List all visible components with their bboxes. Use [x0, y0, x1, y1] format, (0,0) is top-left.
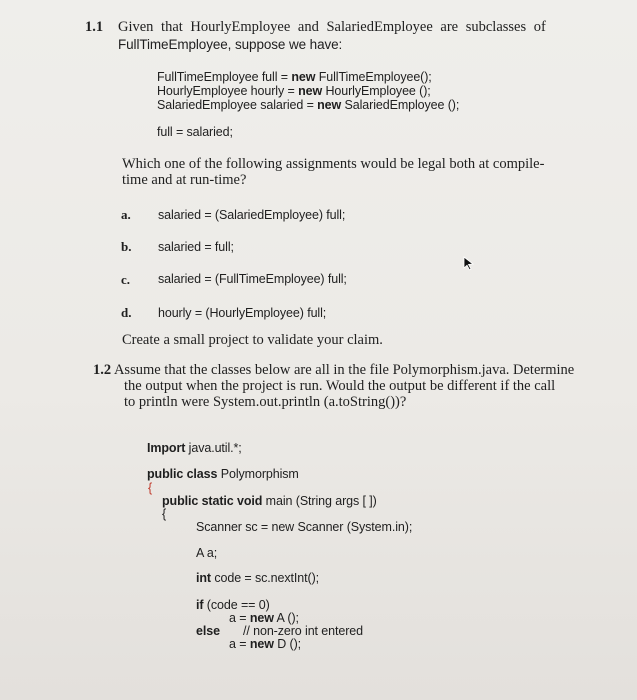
code-else: else — [196, 624, 220, 638]
code-line-assign: full = salaried; — [157, 125, 233, 139]
code-a-new-d: a = new D (); — [229, 637, 301, 651]
q11-question-line1: Which one of the following assignments would be legal both at compile- — [122, 156, 545, 172]
q12-line1: 1.2 Assume that the classes below are all in the file Polymorphism.java. Determine — [93, 362, 575, 378]
code-import: Import java.util.*; — [147, 441, 242, 455]
q11-intro-line1: Given that HourlyEmployee and SalariedEmployee are subclasses of — [118, 19, 546, 35]
q11-question-line2: time and at run-time? — [122, 172, 247, 188]
code-a-new-a: a = new A (); — [229, 611, 299, 625]
option-a-letter: a. — [121, 207, 131, 222]
question-number-1-1: 1.1 — [85, 19, 104, 35]
option-c-text: salaried = (FullTimeEmployee) full; — [158, 272, 347, 286]
q12-line3: to println were System.out.println (a.toString())? — [124, 394, 407, 410]
code-int: int code = sc.nextInt(); — [196, 571, 320, 585]
option-a-text: salaried = (SalariedEmployee) full; — [158, 208, 346, 222]
q12-line2: the output when the project is run. Would the output be different if the call — [124, 378, 556, 394]
code-line-hourly: HourlyEmployee hourly = new HourlyEmployee (); — [157, 84, 431, 98]
question-number-1-2: 1.2 — [93, 362, 112, 378]
option-d-text: hourly = (HourlyEmployee) full; — [158, 306, 327, 320]
q11-intro-line2: FullTimeEmployee, suppose we have: — [118, 37, 343, 52]
code-scanner: Scanner sc = new Scanner (System.in); — [196, 520, 413, 534]
code-brace-open: { — [148, 481, 153, 495]
code-main: public static void main (String args [ ]) — [162, 494, 377, 508]
mouse-cursor-icon — [461, 255, 475, 271]
code-line-full: FullTimeEmployee full = new FullTimeEmployee(); — [157, 70, 432, 84]
q11-validate: Create a small project to validate your claim. — [122, 332, 383, 348]
code-if: if (code == 0) — [196, 598, 270, 612]
code-class: public class Polymorphism — [147, 467, 299, 481]
option-b-letter: b. — [121, 239, 132, 254]
option-b-text: salaried = full; — [158, 240, 234, 254]
code-decl: A a; — [196, 546, 218, 560]
code-brace-open-2: { — [162, 507, 167, 521]
option-c-letter: c. — [121, 272, 131, 287]
code-comment: // non-zero int entered — [243, 624, 363, 638]
option-d-letter: d. — [121, 305, 132, 320]
code-line-salaried: SalariedEmployee salaried = new SalariedEmployee (); — [157, 98, 460, 112]
